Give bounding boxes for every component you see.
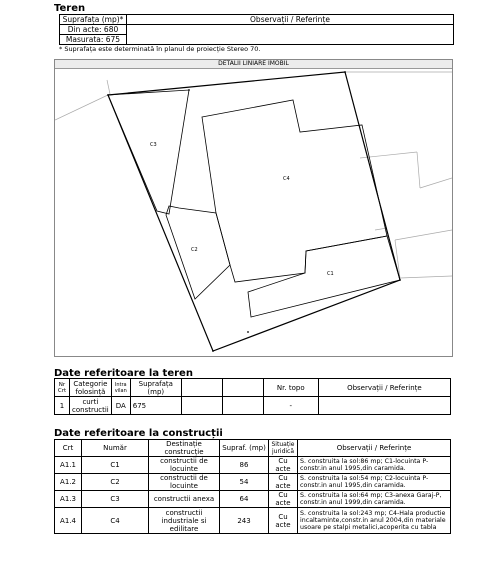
plan-svg (55, 60, 452, 356)
cell-supraf: 243 (220, 508, 269, 534)
cell-numar: C4 (82, 508, 149, 534)
masurata-value: Masurata: 675 (60, 35, 127, 45)
hdr-empty-2 (222, 379, 263, 397)
din-acte-value: Din acte: 680 (60, 25, 127, 35)
cell-situatie: Cu acte (269, 508, 298, 534)
cell-situatie: Cu acte (269, 457, 298, 474)
cell-observatii: S. construita la sol:64 mp; C3-anexa Garaj-P, constr.in anul 1999,din caramida. (298, 491, 451, 508)
cell-numar: C1 (82, 457, 149, 474)
cell-observatii: S. construita la sol:86 mp; C1-locuinta P-constr.in anul 1995,din caramida. (298, 457, 451, 474)
cell-destinatie: constructii anexa (149, 491, 220, 508)
cell-observatii: S. construita la sol:54 mp; C2-locuinta P-constr.in anul 1995,din caramida. (298, 474, 451, 491)
table-row (55, 508, 451, 534)
date-constructii-heading: Date referitoare la construcții (54, 428, 223, 439)
cell-crt: A1.1 (55, 457, 82, 474)
cell-observatii (318, 397, 450, 415)
cell-numar: C3 (82, 491, 149, 508)
col-suprafata: Suprafața (mp)* (60, 15, 127, 25)
cell-crt: A1.3 (55, 491, 82, 508)
cell-supraf: 54 (220, 474, 269, 491)
hdr-nr-topo: Nr. topo (263, 379, 318, 397)
cell-supraf: 64 (220, 491, 269, 508)
hdr-situatie: Situație juridică (269, 440, 298, 457)
col-observatii: Observații / Referințe (127, 15, 454, 25)
plan-label-c2: C2 (191, 247, 198, 253)
hdr-empty-1 (181, 379, 222, 397)
cell-supraf: 86 (220, 457, 269, 474)
plan-label-c4: C4 (283, 176, 290, 182)
cell-intravilan: DA (111, 397, 130, 415)
cell-nr: 1 (55, 397, 70, 415)
cell-situatie: Cu acte (269, 491, 298, 508)
date-constructii-table (54, 439, 451, 534)
table-row (55, 457, 451, 474)
hdr-observatii-constr: Observații / Referințe (298, 440, 451, 457)
hdr-numar: Număr (82, 440, 149, 457)
cell-crt: A1.2 (55, 474, 82, 491)
cell-destinatie: constructii de locuinte (149, 474, 220, 491)
cell-destinatie: constructii de locuinte (149, 457, 220, 474)
cell-crt: A1.4 (55, 508, 82, 534)
cell-numar: C2 (82, 474, 149, 491)
hdr-intravilan: Intra vilan (111, 379, 130, 397)
cell-suprafata: 675 (130, 397, 181, 415)
observatii-cell (127, 25, 454, 45)
date-teren-heading: Date referitoare la teren (54, 368, 193, 379)
hdr-suprafata: Suprafața (mp) (130, 379, 181, 397)
hdr-destinatie: Destinație construcție (149, 440, 220, 457)
cell-destinatie: constructii industriale si edilitare (149, 508, 220, 534)
plan-label-c1: C1 (327, 271, 334, 277)
cell-nr-topo: - (263, 397, 318, 415)
teren-heading: Teren (54, 3, 86, 14)
table-row (55, 397, 451, 415)
table-row (55, 474, 451, 491)
plan-drawing (54, 59, 453, 357)
cell-empty-2 (222, 397, 263, 415)
projection-note: * Suprafața este determinată în planul de proiecție Stereo 70. (59, 45, 261, 53)
hdr-crt: Crt (55, 440, 82, 457)
hdr-observatii: Observații / Referințe (318, 379, 450, 397)
teren-table (59, 14, 454, 45)
cell-categorie: curti constructii (70, 397, 112, 415)
hdr-nr-crt: Nr Crt (55, 379, 70, 397)
cell-situatie: Cu acte (269, 474, 298, 491)
plan-title: DETALII LINIARE IMOBIL (55, 60, 452, 69)
table-row (55, 491, 451, 508)
cell-empty-1 (181, 397, 222, 415)
cell-observatii: S. construita la sol:243 mp; C4-Hala productie incaltaminte,constr.in anul 2004,din materiale usoare pe stalpi metalici,acoperita cu tabla (298, 508, 451, 534)
hdr-supraf: Supraf. (mp) (220, 440, 269, 457)
plan-label-c3: C3 (150, 142, 157, 148)
date-teren-table (54, 378, 451, 415)
hdr-categorie: Categorie folosință (70, 379, 112, 397)
